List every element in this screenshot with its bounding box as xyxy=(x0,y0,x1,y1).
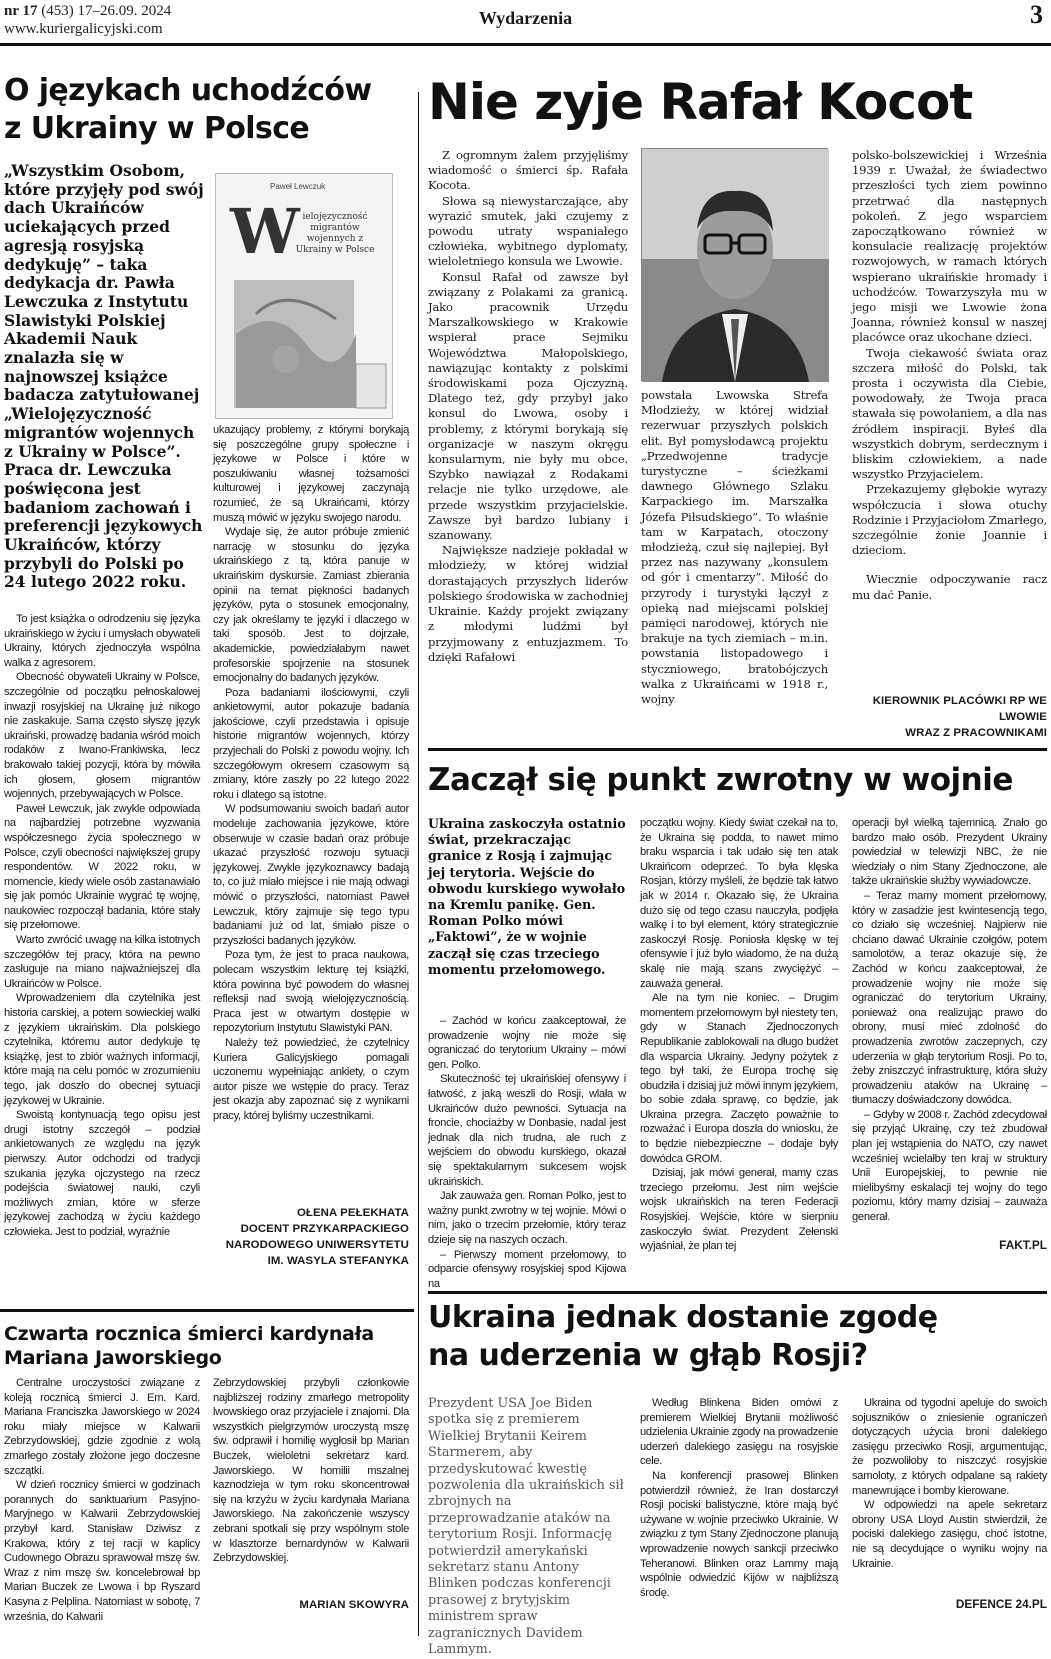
article-language-lead: „Wszystkim Osobom, które przyjęły pod swój dach Ukraińców uciekających przed agresją rosyjską dedykuję” – taka dedykacja dr. Pawła Lewczuka z Instytutu Slawistyki Polskiej Akademii Nauk znalazła się w najnowszej książce badacza zatytułowanej „Wielojęzyczność migrantów wojennych z Ukrainy w Polsce”. Praca dr. Lewczuka poświęcona jest badaniom zachowań i preferencji językowych Ukraińców, którzy przybyli do Polski po 24 lutego 2022 roku. xyxy=(4,161,204,592)
header-rule xyxy=(0,43,1051,46)
portrait-photo xyxy=(641,148,828,381)
article-language-col1: To jest książka o odrodzeniu się języka ukraińskiego w życiu i umysłach obywateli Ukrainy, których zjednoczyła wspólna walka z agresorem. Obecność obywateli Ukrainy w Polsce, szczególnie od początku pełnoskalowej inwazji rosyjskiej na Ukrainę już nikogo nie zaskakuje. Sama często słyszę język ukraiński, prowadzę badania wśród moich rodaków z Iwano-Frankiwska, lecz brakowało takiej pozycji, która by mówiła ich głosem, głosem migrantów wojennych, przebywających w Polsce. Paweł Lewczuk, jak zwykle odpowiada na najbardziej potrzebne wyzwania współczesnego życia społecznego w Polsce, czyli obecności największej grupy respondentów. W 2022 roku, w momencie, kiedy wiele osób zastanawiało się jak pomóc Ukrainie wygrać tę wojnę, naukowiec rozpoczął badania, które stały się przełomowe. Warto zwrócić uwagę na kilka istotnych szczegółów tej pracy, która na pewno zasługuje na miano najważniejszej dla Ukraińców w Polsce. Wprowadzeniem dla czytelnika jest historia carskiej, a potem sowieckiej walki z językiem ukraińskim. Dla polskiego czytelnika, któremu autor dedykuje tę książkę, jest to zbiór ważnych informacji, które mają na celu pomóc w zrozumieniu tego, jak doszło do obecnej sytuacji językowej w Ukrainie. Swoistą kontynuacją tego opisu jest drugi istotny szczegół – podział ankietowanych ze względu na język pierwszy. Autor odchodzi od tradycji szukania języka ojczystego na rzecz podejścia światowej nauki, czyli możliwych zmian, które w sferze językowej zachodzą w życiu każdego człowieka. Jest to podział, wyraźnie xyxy=(4,613,200,1238)
article-kocot-col2: powstała Lwowska Strefa Młodzieży, w której widział rezerwuar przyszłych polskich elit. Był pomysłodawcą projektu „Przedwojenne tradycje turystyczne – ścieżkami dawnego Głównego Szlaku Karpackiego im. Marszałka Józefa Piłsudskiego”. To właśnie tam w Karpatach, otoczony młodzieżą, czuł się najlepiej. Był przez nas nazywany „konsulem od gór i cmentarzy”. Miłość do przyrody i turystyki łączył z opieką nad miejscami polskiej pamięci narodowej, których nie brakuje na tych ziemiach – m.in. powstania listopadowego i styczniowego, bratobójczych walka z Ukraińcami w 1918 r., wojny xyxy=(641,388,828,707)
article-cardinal-title: Czwarta rocznica śmierci kardynała Mariana Jaworskiego xyxy=(4,1323,374,1369)
divider-cardinal xyxy=(0,1309,414,1312)
article-strike-col3: Ukraina od tygodni apeluje do swoich sojuszników o zniesienie ograniczeń dotyczących użycia broni dalekiego zasięgu przeciwko Rosji, argumentując, że pozwoliłoby to niszczyć rosyjskie samoloty, z których odpalane są rakiety manewrujące i bomby kierowane. W odpowiedzi na apele sekretarz obrony USA Lloyd Austin stwierdził, że pociski dalekiego zasięgu, choć istotne, nie są decydujące o wyniku wojny na Ukrainie. xyxy=(852,1397,1047,1570)
article-strike-lead: Prezydent USA Joe Biden spotka się z premierem Wielkiej Brytanii Keirem Starmerem, aby przedyskutować kwestię pozwolenia dla ukraińskich sił zbrojnych na przeprowadzanie ataków na terytorium Rosji. Informację potwierdził amerykański sekretarz stanu Antony Blinken podczas konferencji prasowej z brytyjskim ministrem spraw zagranicznych Davidem Lammym. xyxy=(428,1396,624,1658)
article-strike-col2: Według Blinkena Biden omówi z premierem Wielkiej Brytanii możliwość udzielenia Ukrainie zgody na prowadzenie uderzeń dalekiego zasięgu na rosyjskie cele. Na konferencji prasowej Blinken potwierdził również, że Iran dostarczył Rosji pociski balistyczne, które mają być używane w wojnie przeciwko Ukrainie. W związku z tym Stany Zjednoczone planują wprowadzenie nowych sankcji przeciwko Teheranowi. Blinken oraz Lammy mają wspólnie odwiedzić Kijów w najbliższą środę. xyxy=(640,1397,838,1599)
article-strike-title: Ukraina jednak dostanie zgodę na uderzenia w głąb Rosji? xyxy=(428,1300,938,1373)
article-kocot-col3: polsko-bolszewickiej i Września 1939 r. Uważał, że świadectwo przeszłości tych ziem powinno przetrwać dla następnych pokoleń. Z jego wsparciem zapoczątkowano również w konsulacie realizację projektów rozwojowych, w ramach których wspierano ukraińskie hromady i uchodźców. Towarzyszyła mu w jego misji we Lwowie żona Joanna, również konsul w naszej placówce oraz ukochane dzieci. Twoja ciekawość świata oraz szczera miłość do Polski, tak prosta i oczywista dla Ciebie, powodowały, że Twoja praca stawała się powołaniem, a dla nas źródłem inspiracji. Byłeś dla wszystkich dobrym, serdecznym i bliskim człowiekiem, a nade wszystko Przyjacielem. Przekazujemy głębokie wyrazy współczucia i słowa otuchy Rodzinie i Przyjaciołom Zmarłego, szczególnie żonie Joannie i dzieciom. Wiecznie odpoczywanie racz mu dać Panie. xyxy=(852,148,1047,602)
article-war-col1: – Zachód w końcu zaakceptował, że prowadzenie wojny nie może się ograniczać do terytorium Ukrainy – mówi gen. Polko. Skuteczność tej ukraińskiej ofensywy i łatwość, z jaką weszli do Rosji, wlała w Ukraińców dużo pewności. Sytuacja na froncie, chociażby w Donbasie, nadal jest jednak dla nich trudna, ale ruch z wejściem do obwodu kurskiego, okazał się spektakularnym sukcesem wojsk ukraińskich. Jak zauważa gen. Roman Polko, jest to ważny punkt zwrotny w tej wojnie. Mówi o nim, jako o trzecim przełomie, który teraz dzieje się na naszych oczach. – Pierwszy moment przełomowy, to odparcie ofensywy rosyjskiej spod Kijowa na xyxy=(428,1015,626,1290)
book-cover-author: Paweł Lewczuk xyxy=(270,182,326,191)
article-cardinal-signature: MARIAN SKOWYRA xyxy=(299,1599,409,1611)
article-cardinal-col1: Centralne uroczystości związane z koleją rocznicą śmierci J. Em. Kard. Mariana Franciszka Jaworskiego w 2024 roku miały miejsce w Kalwarii Zebrzydowskiej, gdzie zgodnie z wolą zmarłego zostały złożone jego doczesne szczątki. W dzień rocznicy śmierci w godzinach porannych do sanktuarium Pasyjno-Maryjnego w Kalwarii Zebrzydowskiej przybył kard. Stanisław Dziwisz z Krakowa, który z tej racji w kaplicy Cudownego Obrazu sprawował mszę św. Wraz z nim mszę św. koncelebrował bp Marian Buczek ze Lwowa i bp Ryszard Kasyna z Pelplina. Natomiast w sobotę, 7 września, do Kalwarii xyxy=(4,1377,200,1623)
article-kocot-col1: Z ogromnym żalem przyjęliśmy wiadomość o śmierci śp. Rafała Kocota. Słowa są niewystarczające, aby wyrazić smutek, jaki czujemy z powodu utraty wspaniałego człowieka, wybitnego dyplomaty, wieloletniego konsula we Lwowie. Konsul Rafał od zawsze był związany z Polakami za granicą. Jako pracownik Urzędu Marszałkowskiego w Krakowie wspierał prace Sejmiku Województwa Małopolskiego, nawiązując kontakty z polskimi środowiskami poza Ojczyzną. Dlatego też, gdy przybył jako konsul do Lwowa, osoby i problemy, z którymi borykają się organizacje w naszym okręgu konsularnym, nie były mu obce. Szybko nawiązał z Rodakami relacje nie tylko urzędowe, ale przede wszystkim przyjacielskie. Zawsze był bardzo lubiany i szanowany. Największe nadzieje pokładał w młodzieży, w której widział dorastających przyszłych liderów polskiego środowiska w zachodniej Ukrainie. Każdy projekt związany z młodymi ludźmi był przyjmowany z entuzjazmem. To dzięki Rafałowi xyxy=(428,148,628,664)
article-war-source: FAKT.PL xyxy=(999,1238,1047,1252)
article-kocot-title: Nie zyje Rafał Kocot xyxy=(428,73,973,131)
article-language-title: O językach uchodźców z Ukrainy w Polsce xyxy=(4,73,372,146)
issue-dates: (453) 17–26.09. 2024 xyxy=(41,3,172,19)
section-name: Wydarzenia xyxy=(478,8,573,28)
article-cardinal-col2: Zebrzydowskiej przybyli członkowie najbliższej rodziny zmarłego metropolity lwowskiego oraz przyjaciele i znajomi. Dla wszystkich pielgrzymów uroczystą mszę św. odprawił i homilię wygłosił bp Marian Buczek, wieloletni sekretarz kard. Jaworskiego. W homilii mszalnej kaznodzieja w tym roku skoncentrował się na krzyżu w życiu kardynała Mariana Jaworskiego. Na zakończenie wszyscy zebrani spotkali się przy wspólnym stole w klasztorze bernardynów w Kalwarii Zebrzydowskiej. xyxy=(213,1377,409,1565)
article-war-col2: początku wojny. Kiedy świat czekał na to, że Ukraina się podda, to nawet mimo braku wsparcia i tak udało się ten atak Ukraińcom odeprzeć. To była klęska Rosjan, którzy myśleli, że będzie tak łatwo jak w 2014 r. Okazało się, że Ukraina dużo się od tego czasu nauczyła, podjęła walkę i to był element, który strategicznie zaskoczył Rosję. Poniosła klęskę w tej ofensywie i już było wiadomo, że na dużą skalę nie mają szans zwyciężyć – zauważa generał. Ale na tym nie koniec. – Drugim momentem przełomowym był niestety ten, gdy w Stanach Zjednoczonych Republikanie zablokowali na długo budżet dla wsparcia Ukrainy. Jedyny pożytek z tego był taki, że Europa trochę się obudziła i dzisiaj już mówi innym językiem, bo sobie zdała sprawę, co będzie, jak Ukraina przegra. Zaczęto poważnie to rozważać i Europa doszła do wniosku, że to będzie niebezpieczne – dodaje były dowódca GROM. Dzisiaj, jak mówi generał, mamy czas trzeciego przełomu. Jest nim wejście wojsk ukraińskich na teren Federacji Rosyjskiej. Wejście, które w sierpniu zaskoczyło świat. Prezydent Zełenski wyjaśniał, że plan tej xyxy=(640,817,838,1253)
article-war-lead: Ukraina zaskoczyła ostatnio świat, przekraczając granice z Rosją i zajmując jej terytoria. Wejście do obwodu kurskiego wywołało na Kremlu panikę. Gen. Roman Polko mówi „Faktowi”, że w wojnie zaczął się czas trzeciego momentu przełomowego. xyxy=(428,816,626,977)
divider-strike xyxy=(428,1291,1047,1294)
article-language-col2: ukazujący problemy, z którymi borykają się poszczególne grupy społeczne i językowe w Polsce i które w poszukiwaniu własnej tożsamości kulturowej i językowej zaczynają rozumieć, że są Ukraińcami, którzy muszą mówić w języku swojego narodu. Wydaje się, że autor próbuje zmienić narrację w stosunku do języka ukraińskiego z tą, która panuje w ukraińskim dyskursie. Zamiast zbierania opinii na temat piękności badanych języków, pyta o stosunek emocjonalny, czy jak określamy te języki i dlaczego w taki sposób. Jest to dojrzałe, akademickie, powiedziałabym nawet profesorskie spojrzenie na stosunek emocjonalny do badanych języków. Poza badaniami ilościowymi, czyli ankietowymi, autor pokazuje badania jakościowe, czyli przedstawia i opisuje historie migrantów wojennych, którzy przyjechali do Polski z powodu wojny. Ich szczegółowym okresem czasowym są zmiany, które zaszły po 22 lutego 2022 roku i dlatego są istotne. W podsumowaniu swoich badań autor modeluje zachowania językowe, które obserwuje w czasie badań oraz próbuje ukazać przyszłość rozwoju sytuacji językowej. Zwykle językoznawcy badają to, co już miało miejsce i nie mają odwagi mówić o przyszłości, natomiast Paweł Lewczuk, który zajmuje się tego typu badaniami już od lat, śmiało pisze o przyszłości badanych języków. Poza tym, że jest to praca naukowa, polecam wszystkim lekturę tej książki, która powinna być powodem do własnej refleksji nad swoją wielojęzycznością. Praca jest w otwartym dostępie w repozytorium Instytutu Slawistyki PAN. Należy też powiedzieć, że czytelnicy Kuriera Galicyjskiego pomagali uczonemu wypełniając ankiety, o czym autor pisze we wstępie do pracy. Teraz jest okazja aby zapoznać się z wynikami pracy, której byliśmy uczestnikami. xyxy=(213,424,409,1122)
site-url: www.kuriergalicyjski.com xyxy=(4,21,163,37)
column-divider xyxy=(418,92,419,1636)
article-war-title: Zaczął się punkt zwrotny w wojnie xyxy=(428,762,1013,798)
divider-war xyxy=(428,748,1047,751)
article-war-col3: operacji był wielką tajemnicą. Znało go bardzo mało osób. Prezydent Ukrainy powiedział w telewizji NBC, że nie wiedziały o nim Stany Zjednoczone, ale także ukraińskie służby wywiadowcze. – Teraz mamy moment przełomowy, który w zasadzie jest kwintesencją tego, co działo się wcześniej. Najpierw nie chciano dawać Ukrainie czołgów, potem samolotów, a teraz okazuje się, że Zachód w końcu zaakceptował, że prowadzenie wojny nie może się ograniczać do terytorium Ukrainy, ponieważ ona realizując prawo do obrony, musi mieć zdolność do prowadzenia zwrotów zaczepnych, czy uderzenia w głąb terytorium Rosji. Po to, żeby zniszczyć infrastrukturę, która służy prowadzeniu ataków na Ukrainę – tłumaczy doświadczony dowódca. – Gdyby w 2008 r. Zachód zdecydował się przyjąć Ukrainę, czy też zbudował plan jej wstąpienia do NATO, czy nawet wcześniej wcielałby ten kraj w struktury Unii Europejskiej, to pewnie nie mielibyśmy eskalacji tej wojny do tego poziomu, który mamy dzisiaj – zauważa generał. xyxy=(852,817,1047,1224)
page-number: 3 xyxy=(1030,0,1043,29)
book-cover-title: ielojęzyczność migrantów wojennych z Ukrainy w Polsce xyxy=(295,212,375,255)
book-cover-image xyxy=(215,173,393,419)
issue-number: nr 17 xyxy=(4,3,38,19)
article-language-signature: OŁENA PEŁEKHATA DOCENT PRZYKARPACKIEGO NARODOWEGO UNIWERSYTETU IM. WASYLA STEFANYKA xyxy=(225,1207,409,1267)
article-strike-source: DEFENCE 24.PL xyxy=(955,1597,1047,1611)
article-kocot-signature: KIEROWNIK PLACÓWKI RP WE LWOWIE WRAZ Z PRACOWNIKAMI xyxy=(872,695,1047,739)
book-cover-illustration xyxy=(216,274,392,418)
portrait-illustration xyxy=(642,149,829,382)
book-cover-initial: W xyxy=(230,195,300,268)
